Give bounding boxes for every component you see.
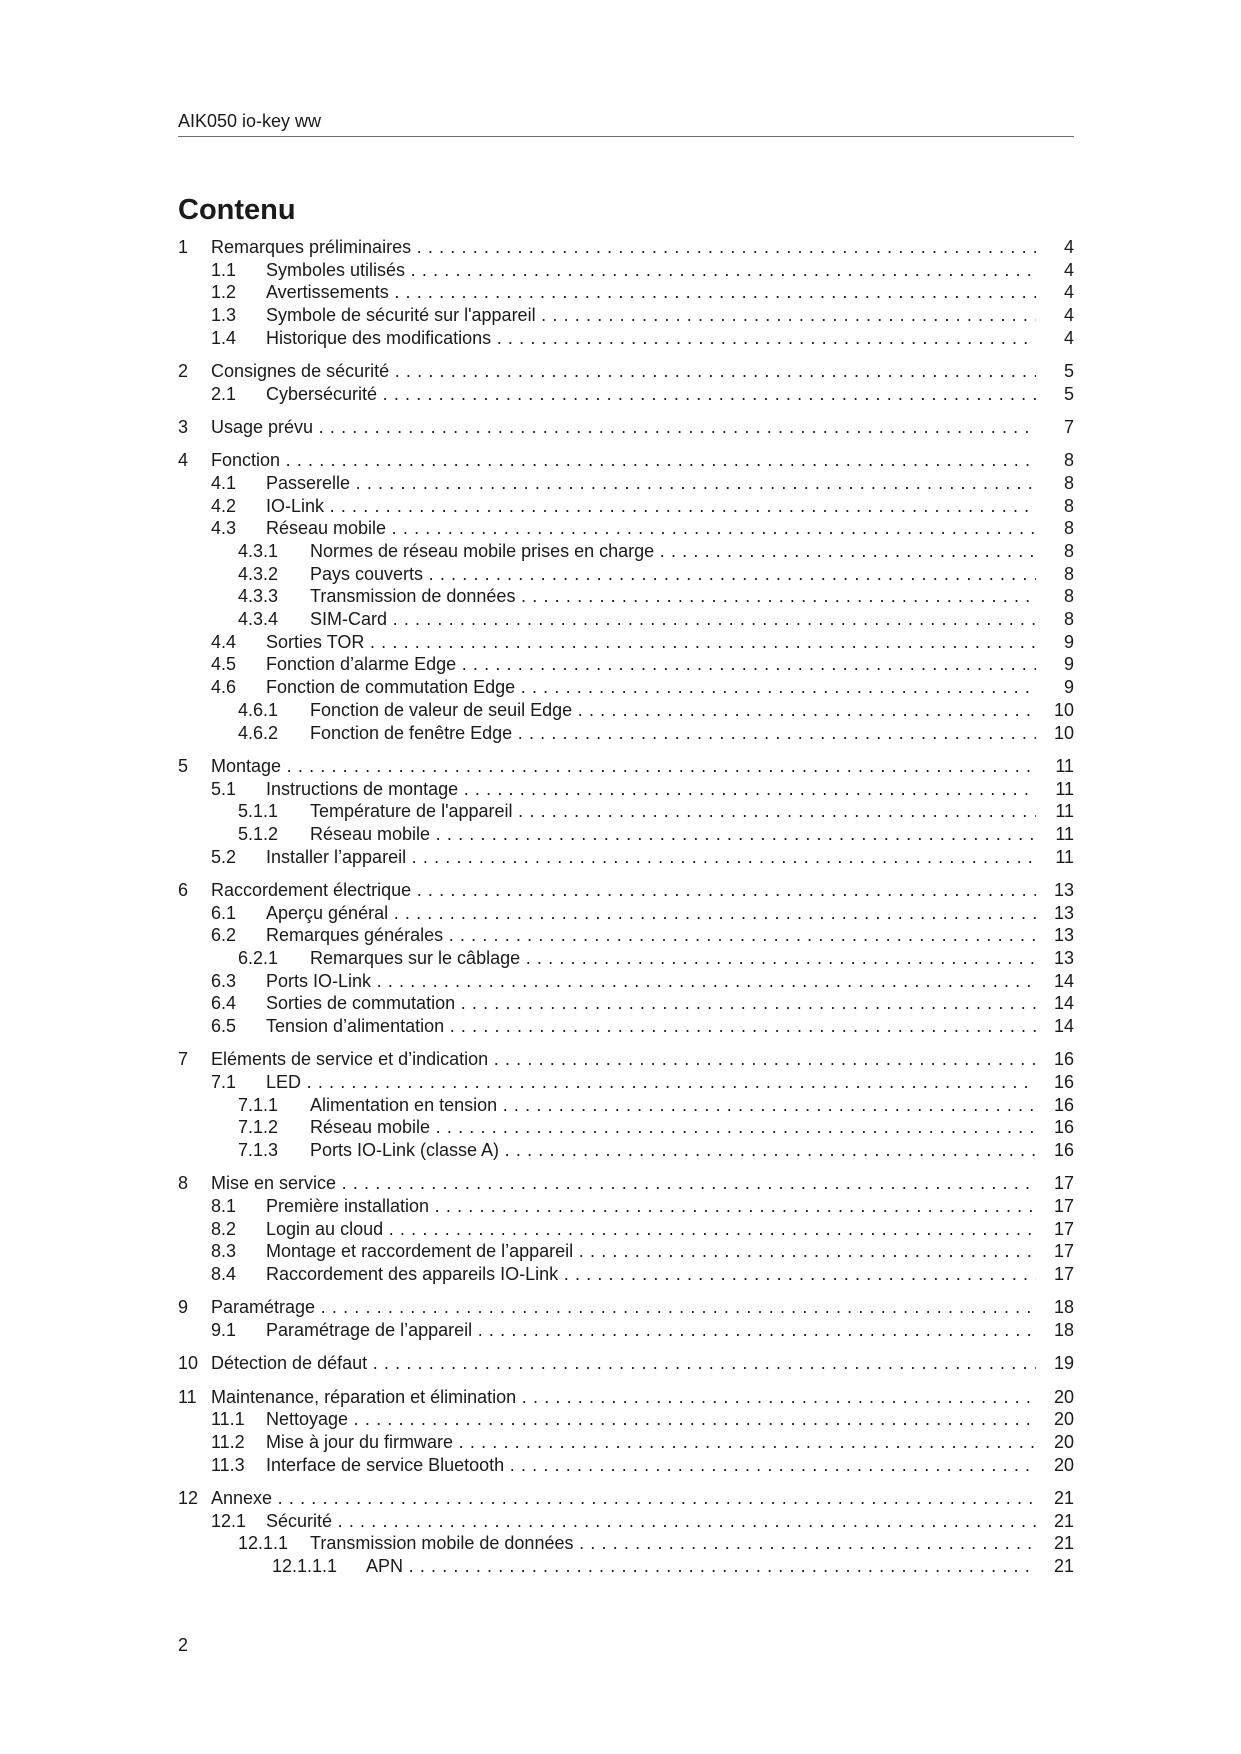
toc-entry[interactable] xyxy=(178,992,1074,1015)
toc-entry-title: Pays couverts . . . xyxy=(310,563,1036,586)
toc-entry[interactable] xyxy=(178,383,1074,406)
toc-entry-number: 11 xyxy=(178,1386,197,1407)
toc-entry-number: 12 xyxy=(178,1487,199,1508)
toc-entry[interactable] xyxy=(178,722,1074,745)
toc-entry-number: 12.1.1.1 xyxy=(272,1555,338,1576)
toc-entry-page: 8 xyxy=(1063,586,1074,607)
toc-entry-title: Remarques préliminaires . . . xyxy=(211,236,1036,259)
toc-entry-title: LED . . . xyxy=(266,1071,1036,1094)
toc-entry-number: 5.1.1 xyxy=(238,801,279,822)
toc-entry-number: 4.3.2 xyxy=(238,563,279,584)
toc-entry-page: 11 xyxy=(1055,846,1074,867)
toc-entry[interactable] xyxy=(178,902,1074,925)
toc-entry-number: 11.2 xyxy=(211,1431,245,1452)
toc-entry-number: 7 xyxy=(178,1049,189,1070)
toc-entry-page: 4 xyxy=(1063,237,1074,257)
toc-entry[interactable] xyxy=(178,1352,1074,1375)
toc-entry-page: 14 xyxy=(1053,993,1074,1014)
toc-entry-title: Alimentation en tension . . . xyxy=(310,1094,1036,1117)
toc-entry-page: 10 xyxy=(1053,699,1074,720)
toc-entry[interactable] xyxy=(178,631,1074,654)
toc-entry[interactable] xyxy=(178,1172,1074,1195)
toc-entry-page: 16 xyxy=(1053,1071,1074,1092)
toc-entry-number: 9.1 xyxy=(211,1320,237,1340)
toc-entry-number: 4.4 xyxy=(211,631,237,652)
toc-entry-number: 1.4 xyxy=(211,327,237,348)
toc-entry-number: 7.1.2 xyxy=(238,1117,279,1138)
toc-entry-number: 4.3.1 xyxy=(238,541,279,562)
toc-entry-number: 6.3 xyxy=(211,970,237,991)
toc-entry-title: Sécurité . . . xyxy=(266,1510,1036,1533)
toc-entry-number: 4 xyxy=(178,450,189,471)
toc-entry-number: 9 xyxy=(178,1297,189,1318)
toc-entry[interactable] xyxy=(178,1240,1074,1263)
toc-entry-title: Transmission mobile de données . . . xyxy=(310,1532,1036,1555)
toc-entry[interactable] xyxy=(178,1195,1074,1218)
toc-entry-title: Raccordement électrique . . . xyxy=(211,879,1036,902)
toc-entry-title: Réseau mobile . . . xyxy=(310,823,1036,846)
toc-entry-number: 12.1 xyxy=(211,1510,247,1531)
toc-entry-page: 4 xyxy=(1063,305,1074,326)
toc-entry-page: 8 xyxy=(1063,563,1074,584)
toc-entry-number: 2.1 xyxy=(211,383,237,404)
toc-entry[interactable] xyxy=(178,879,1074,902)
toc-entry[interactable] xyxy=(178,472,1074,495)
toc-entry-title: Symboles utilisés . . . xyxy=(266,259,1036,282)
toc-entry-page: 11 xyxy=(1055,823,1074,844)
toc-entry-title: Login au cloud . . . xyxy=(266,1218,1036,1241)
toc-entry-page: 14 xyxy=(1053,970,1074,991)
toc-entry[interactable] xyxy=(178,1431,1074,1454)
toc-entry[interactable] xyxy=(178,823,1074,846)
toc-entry[interactable] xyxy=(178,1319,1074,1342)
toc-entry-page: 11 xyxy=(1055,778,1074,799)
toc-entry-number: 6.4 xyxy=(211,993,237,1014)
toc-entry-number: 4.1 xyxy=(211,472,237,493)
toc-entry-number: 4.6 xyxy=(211,677,237,698)
toc-entry-number: 3 xyxy=(178,417,189,437)
toc-entry[interactable] xyxy=(178,259,1074,282)
toc-entry-title: Usage prévu . . . xyxy=(211,416,1036,439)
toc-entry-title: Paramétrage de l’appareil . . . xyxy=(266,1319,1036,1342)
toc-entry-page: 8 xyxy=(1063,472,1074,493)
toc-entry-number: 4.3.3 xyxy=(238,586,279,607)
toc-entry-title: Maintenance, réparation et élimination . . . xyxy=(211,1386,1036,1409)
toc-entry-number: 5.2 xyxy=(211,846,237,867)
toc-entry-page: 10 xyxy=(1053,722,1074,743)
toc-entry-title: Détection de défaut . . . xyxy=(211,1352,1036,1375)
toc-entry-title: Transmission de données . . . xyxy=(310,585,1036,608)
toc-entry[interactable] xyxy=(178,416,1074,439)
toc-entry-number: 6.2.1 xyxy=(238,947,279,968)
toc-entry-title: Sorties TOR . . . xyxy=(266,631,1036,654)
toc-entry[interactable] xyxy=(178,1218,1074,1241)
toc-entry[interactable] xyxy=(178,1116,1074,1139)
toc-entry-page: 4 xyxy=(1063,327,1074,348)
toc-entry-page: 13 xyxy=(1053,947,1074,968)
toc-entry-number: 8.1 xyxy=(211,1195,237,1216)
toc-entry-page: 16 xyxy=(1053,1140,1074,1160)
toc-entry[interactable] xyxy=(178,755,1074,778)
toc-entry-number: 8.2 xyxy=(211,1218,237,1239)
toc-entry-page: 8 xyxy=(1063,495,1074,516)
toc-entry-number: 7.1 xyxy=(211,1071,237,1092)
toc-entry[interactable] xyxy=(178,517,1074,540)
toc-entry-number: 8.4 xyxy=(211,1264,237,1285)
toc-entry-number: 8.3 xyxy=(211,1241,237,1262)
toc-entry-number: 7.1.3 xyxy=(238,1140,279,1160)
toc-entry-title: Consignes de sécurité . . . xyxy=(211,360,1036,383)
toc-entry-number: 1.3 xyxy=(211,305,237,326)
toc-entry[interactable] xyxy=(178,1408,1074,1431)
toc-entry[interactable] xyxy=(178,653,1074,676)
toc-entry-title: IO-Link . . . xyxy=(266,495,1036,518)
toc-entry-title: Symbole de sécurité sur l'appareil . . . xyxy=(266,304,1036,327)
toc-entry-page: 20 xyxy=(1053,1409,1074,1430)
toc-entry-number: 1.2 xyxy=(211,282,237,303)
toc-entry-title: Mise en service . . . xyxy=(211,1172,1036,1195)
toc-entry-page: 17 xyxy=(1053,1264,1074,1285)
toc-entry-title: Température de l'appareil . . . xyxy=(310,800,1036,823)
toc-entry[interactable] xyxy=(178,540,1074,563)
toc-entry-number: 5 xyxy=(178,755,189,776)
toc-entry-number: 6.5 xyxy=(211,1015,237,1036)
toc-entry-page: 21 xyxy=(1053,1510,1074,1531)
toc-entry-number: 2 xyxy=(178,361,189,382)
toc-entry[interactable] xyxy=(178,699,1074,722)
toc-entry-page: 19 xyxy=(1053,1353,1074,1374)
toc-entry-title: Fonction . . . xyxy=(211,449,1036,472)
toc-entry-title: Instructions de montage . . . xyxy=(266,778,1036,801)
toc-entry-page: 21 xyxy=(1053,1555,1074,1576)
toc-entry-page: 20 xyxy=(1053,1431,1074,1452)
toc-entry-title: Fonction de commutation Edge . . . xyxy=(266,676,1036,699)
toc-entry-page: 18 xyxy=(1053,1320,1074,1340)
toc-entry[interactable] xyxy=(178,563,1074,586)
toc-entry[interactable] xyxy=(178,281,1074,304)
toc-entry[interactable] xyxy=(178,1555,1074,1578)
toc-entry[interactable] xyxy=(178,1454,1074,1477)
toc-entry-number: 6.2 xyxy=(211,925,237,946)
toc-entry-title: Remarques sur le câblage . . . xyxy=(310,947,1036,970)
toc-entry-page: 16 xyxy=(1053,1117,1074,1138)
toc-entry-title: Fonction de valeur de seuil Edge . . . xyxy=(310,699,1036,722)
toc-entry[interactable] xyxy=(178,1263,1074,1286)
toc-entry[interactable] xyxy=(178,1139,1074,1162)
toc-entry[interactable] xyxy=(178,1015,1074,1038)
toc-entry-title: Interface de service Bluetooth . . . xyxy=(266,1454,1036,1477)
toc-entry-page: 5 xyxy=(1063,383,1074,404)
toc-entry[interactable] xyxy=(178,1094,1074,1117)
toc-entry-page: 9 xyxy=(1063,677,1074,698)
toc-entry-page: 21 xyxy=(1053,1487,1074,1508)
toc-entry-title: Fonction de fenêtre Edge . . . xyxy=(310,722,1036,745)
toc-entry-page: 17 xyxy=(1053,1218,1074,1239)
toc-entry-title: Passerelle . . . xyxy=(266,472,1036,495)
toc-entry-page: 11 xyxy=(1055,755,1074,776)
toc-entry-page: 20 xyxy=(1053,1454,1074,1475)
toc-entry[interactable] xyxy=(178,1487,1074,1510)
toc-entry-page: 8 xyxy=(1063,518,1074,539)
toc-entry-title: Première installation . . . xyxy=(266,1195,1036,1218)
toc-entry-page: 13 xyxy=(1053,925,1074,946)
toc-entry-title: Nettoyage . . . xyxy=(266,1408,1036,1431)
toc-entry[interactable] xyxy=(178,846,1074,869)
toc-entry-title: Eléments de service et d’indication . . . xyxy=(211,1048,1036,1071)
toc-entry-page: 13 xyxy=(1053,902,1074,923)
toc-entry[interactable] xyxy=(178,970,1074,993)
toc-entry-page: 4 xyxy=(1063,259,1074,280)
toc-entry-number: 4.3 xyxy=(211,518,237,539)
toc-entry[interactable] xyxy=(178,327,1074,350)
toc-entry-number: 11.1 xyxy=(211,1409,245,1430)
toc-entry-number: 1.1 xyxy=(211,259,237,280)
toc-entry-page: 18 xyxy=(1053,1297,1074,1318)
toc-entry[interactable] xyxy=(178,360,1074,383)
toc-entry-page: 17 xyxy=(1053,1195,1074,1216)
toc-entry-title: Mise à jour du firmware . . . xyxy=(266,1431,1036,1454)
toc-entry-title: Raccordement des appareils IO-Link . . . xyxy=(266,1263,1036,1286)
toc-entry-title: Montage . . . xyxy=(211,755,1036,778)
document-header: AIK050 io-key ww xyxy=(178,111,322,131)
toc-entry-title: APN . . . xyxy=(366,1555,1036,1578)
toc-entry[interactable] xyxy=(178,1532,1074,1555)
toc-entry-page: 8 xyxy=(1063,609,1074,630)
toc-entry[interactable] xyxy=(178,495,1074,518)
toc-entry-title: Fonction d’alarme Edge . . . xyxy=(266,653,1036,676)
toc-entry[interactable] xyxy=(178,236,1074,259)
toc-entry[interactable] xyxy=(178,1048,1074,1071)
toc-entry-title: Historique des modifications . . . xyxy=(266,327,1036,350)
toc-entry-title: Annexe . . . xyxy=(211,1487,1036,1510)
toc-entry-page: 9 xyxy=(1063,631,1074,652)
toc-entry[interactable] xyxy=(178,676,1074,699)
toc-entry[interactable] xyxy=(178,608,1074,631)
toc-entry-page: 21 xyxy=(1053,1533,1074,1554)
table-of-contents xyxy=(178,236,1074,1578)
toc-entry-title: Aperçu général . . . xyxy=(266,902,1036,925)
toc-entry-title: Réseau mobile . . . xyxy=(310,1116,1036,1139)
toc-entry[interactable] xyxy=(178,1510,1074,1533)
toc-entry-number: 4.3.4 xyxy=(238,609,279,630)
toc-entry-title: Cybersécurité . . . xyxy=(266,383,1036,406)
toc-entry[interactable] xyxy=(178,947,1074,970)
toc-entry[interactable] xyxy=(178,585,1074,608)
toc-entry[interactable] xyxy=(178,449,1074,472)
toc-entry-title: Montage et raccordement de l’appareil . . . xyxy=(266,1240,1036,1263)
toc-entry-title: Ports IO-Link . . . xyxy=(266,970,1036,993)
toc-entry-page: 11 xyxy=(1055,801,1074,822)
toc-entry-number: 4.2 xyxy=(211,495,237,516)
toc-entry-number: 4.6.2 xyxy=(238,722,279,743)
toc-entry-number: 7.1.1 xyxy=(238,1094,279,1115)
toc-entry-page: 16 xyxy=(1053,1049,1074,1070)
toc-entry-title: Ports IO-Link (classe A) . . . xyxy=(310,1139,1036,1162)
page-number: 2 xyxy=(178,1635,189,1655)
header-divider xyxy=(178,136,1074,137)
toc-entry-title: Normes de réseau mobile prises en charge . . . xyxy=(310,540,1036,563)
toc-entry-number: 6 xyxy=(178,879,189,900)
toc-entry-title: Réseau mobile . . . xyxy=(266,517,1036,540)
toc-entry[interactable] xyxy=(178,1296,1074,1319)
toc-entry-page: 17 xyxy=(1053,1241,1074,1262)
toc-entry-title: SIM-Card . . . xyxy=(310,608,1036,631)
toc-entry-number: 11.3 xyxy=(211,1454,245,1475)
toc-entry-number: 5.1 xyxy=(211,778,237,799)
toc-entry-number: 8 xyxy=(178,1173,189,1194)
toc-entry-page: 7 xyxy=(1063,417,1074,437)
toc-entry-page: 8 xyxy=(1063,450,1074,471)
toc-entry-number: 4.6.1 xyxy=(238,699,279,720)
toc-entry-number: 10 xyxy=(178,1353,199,1374)
toc-entry[interactable] xyxy=(178,1071,1074,1094)
toc-entry[interactable] xyxy=(178,1386,1074,1409)
page-title: Contenu xyxy=(178,194,296,226)
toc-entry-number: 5.1.2 xyxy=(238,823,279,844)
toc-entry-title: Avertissements . . . xyxy=(266,281,1036,304)
toc-entry-number: 6.1 xyxy=(211,902,237,923)
toc-entry-title: Tension d’alimentation . . . xyxy=(266,1015,1036,1038)
toc-entry-page: 4 xyxy=(1063,282,1074,303)
toc-entry-number: 1 xyxy=(178,237,189,257)
toc-entry-title: Paramétrage . . . xyxy=(211,1296,1036,1319)
toc-entry[interactable] xyxy=(178,778,1074,801)
toc-entry-page: 14 xyxy=(1053,1015,1074,1036)
toc-entry-number: 12.1.1 xyxy=(238,1533,289,1554)
toc-entry-page: 16 xyxy=(1053,1094,1074,1115)
toc-entry-title: Remarques générales . . . xyxy=(266,924,1036,947)
toc-entry-title: Installer l’appareil . . . xyxy=(266,846,1036,869)
toc-entry[interactable] xyxy=(178,800,1074,823)
toc-entry-page: 8 xyxy=(1063,541,1074,562)
toc-entry-page: 13 xyxy=(1053,879,1074,900)
toc-entry[interactable] xyxy=(178,304,1074,327)
toc-entry[interactable] xyxy=(178,924,1074,947)
toc-entry-page: 20 xyxy=(1053,1386,1074,1407)
toc-entry-title: Sorties de commutation . . . xyxy=(266,992,1036,1015)
toc-entry-page: 17 xyxy=(1053,1173,1074,1194)
toc-entry-page: 5 xyxy=(1063,361,1074,382)
toc-entry-number: 4.5 xyxy=(211,654,237,675)
toc-entry-page: 9 xyxy=(1063,654,1074,675)
